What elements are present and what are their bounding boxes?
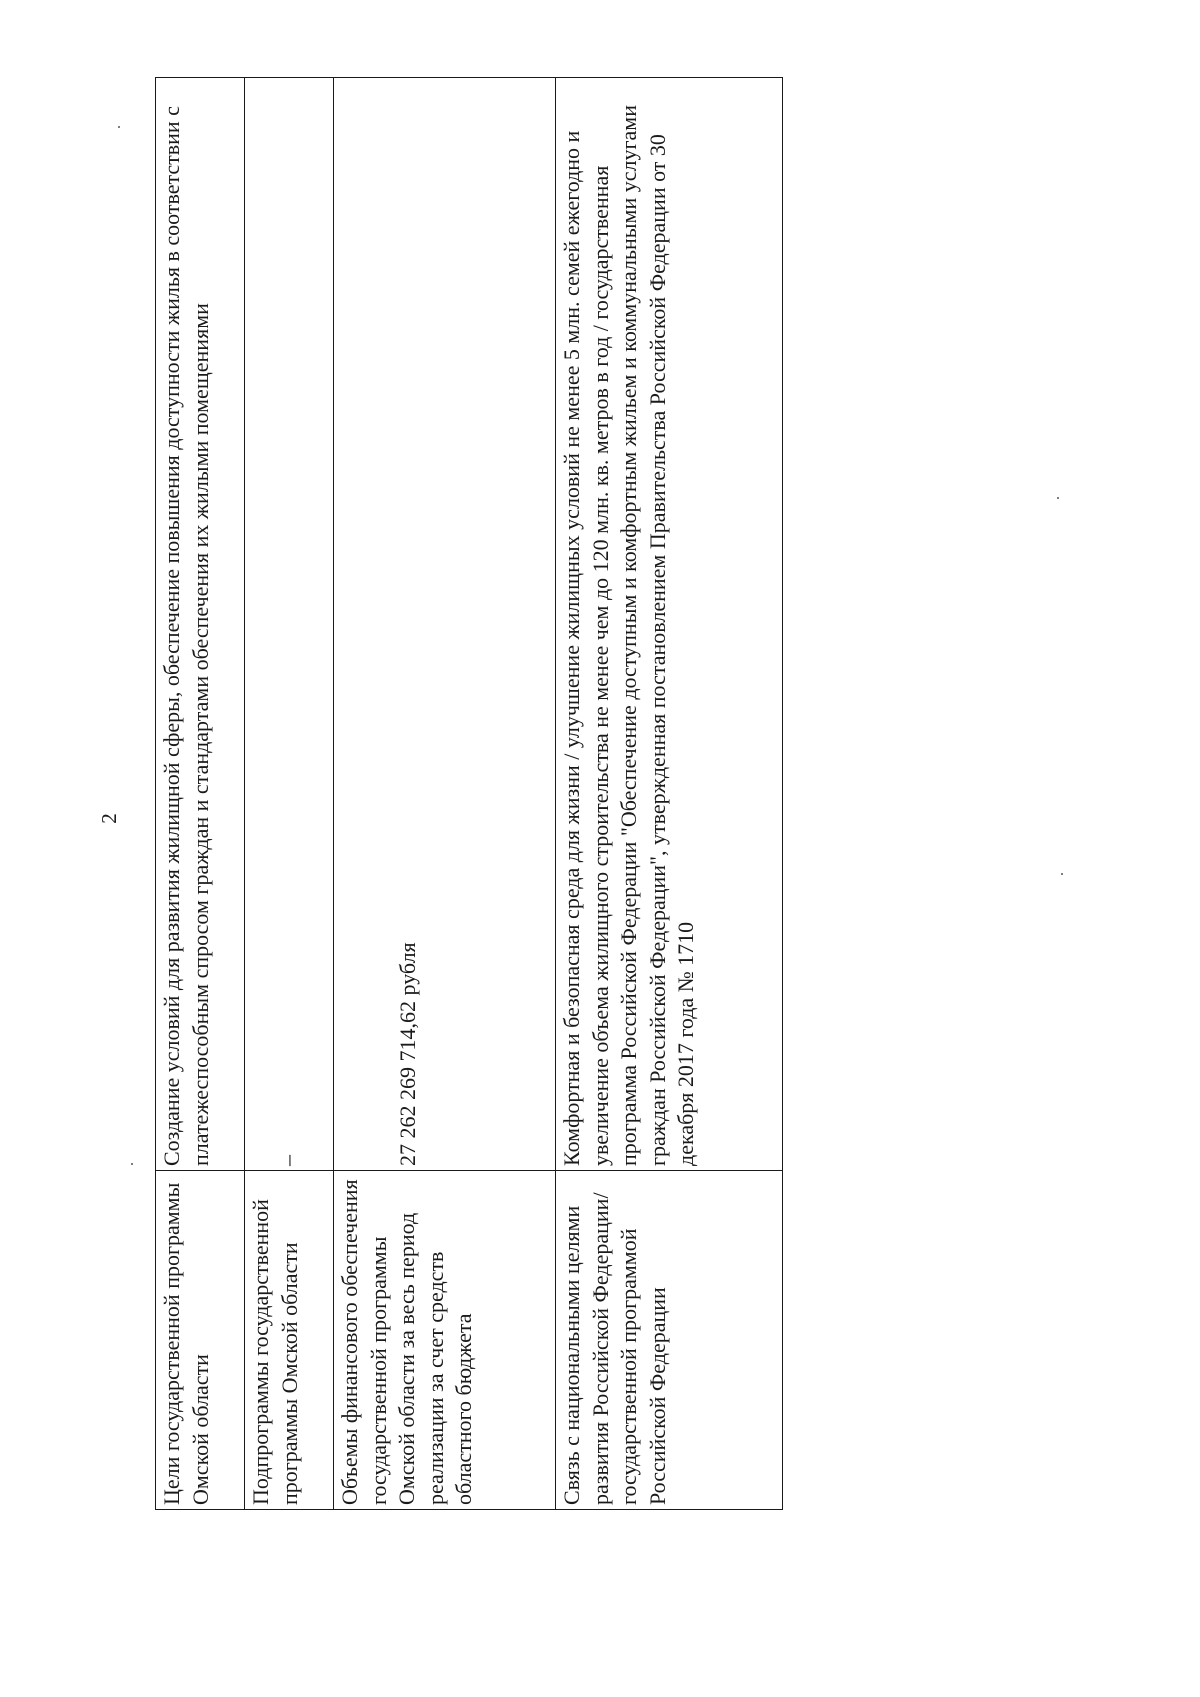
page-number: 2 xyxy=(96,813,121,824)
row-label-cell xyxy=(556,1171,783,1510)
row-value-cell xyxy=(334,78,556,1171)
row-label-cell xyxy=(156,1171,245,1510)
row-label-cell xyxy=(334,1171,556,1510)
passport-table-container xyxy=(155,78,782,1510)
row-value-cell xyxy=(245,78,334,1171)
row-label: Объемы финансового обеспечения государственной программы Омской области за весь период реализации за счет средств областного бюджета xyxy=(337,1179,476,1505)
row-value-cell xyxy=(156,78,245,1171)
table-row-subprograms xyxy=(245,78,334,1510)
row-label: Подпрограммы государственной программы Омской области xyxy=(248,1199,302,1505)
row-label: Связь с национальными целями развития Российской Федерации/ государственной программой Российской Федерации xyxy=(559,1192,670,1505)
table-row-financing xyxy=(334,78,556,1510)
row-value: Создание условий для развития жилищной сферы, обеспечение повышения доступности жилья в соответствии с платежеспособным спросом граждан и стандартами обеспечения их жилыми помещениями xyxy=(159,106,213,1166)
table-row-goals xyxy=(156,78,245,1510)
row-value-cell xyxy=(556,78,783,1171)
passport-table xyxy=(155,77,783,1510)
row-label-cell xyxy=(245,1171,334,1510)
row-value: Комфортная и безопасная среда для жизни / улучшение жилищных условий не менее 5 млн. семей ежегодно и увеличение объема жилищного строительства не менее чем до 120 млн. кв. метров в год / государственная программа Российской Федерации "Обеспечение доступным и комфортным жильем и коммунальными услугами граждан Российской Федерации", утвержденная постановлением Правительства Российской Федерации от 30 декабря 2017 года № 1710 xyxy=(559,105,698,1166)
row-label: Цели государственной программы Омской области xyxy=(159,1182,213,1505)
table-row-national-goals xyxy=(556,78,783,1510)
row-value: – xyxy=(275,1155,300,1166)
row-value: 27 262 269 714,62 рубля xyxy=(395,942,420,1166)
